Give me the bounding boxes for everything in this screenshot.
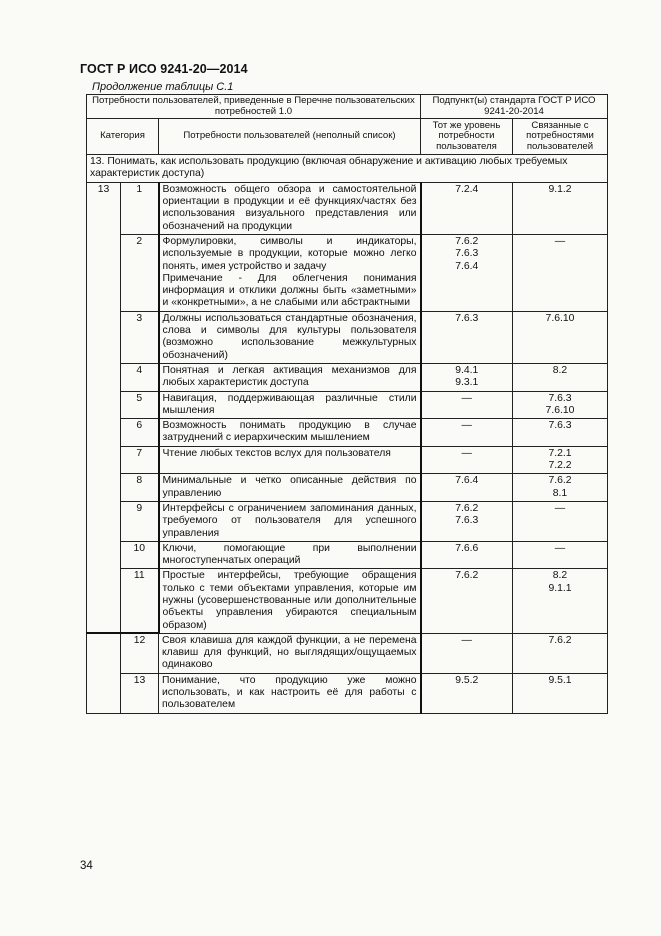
need-description: Интерфейсы с ограничением запоминания данных, требуемого от пользователя для успешного управления bbox=[162, 502, 417, 539]
row-category bbox=[87, 419, 121, 447]
clause-ref: 7.6.3 bbox=[455, 312, 479, 324]
table-row bbox=[87, 419, 608, 447]
row-related-clauses bbox=[513, 446, 608, 474]
need-description: Ключи, помогающие при выполнении многоступенчатых операций bbox=[162, 542, 417, 567]
row-need-text bbox=[159, 501, 421, 541]
row-category bbox=[87, 673, 121, 713]
header-right-group: Подпункт(ы) стандарта ГОСТ Р ИСО 9241-20-2014 bbox=[421, 95, 608, 119]
row-related-clauses bbox=[513, 182, 608, 234]
need-description: Формулировки, символы и индикаторы, используемые в продукции, которые можно легко понять, имея устройство и задачу bbox=[162, 235, 417, 272]
row-number: 3 bbox=[121, 311, 159, 363]
need-description: Возможность понимать продукцию в случае затруднений с иерархическим мышлением bbox=[162, 420, 417, 444]
clause-ref: 7.2.1 bbox=[548, 447, 572, 459]
row-number: 9 bbox=[121, 501, 159, 541]
clause-ref: — bbox=[554, 235, 566, 247]
row-same-level-clauses bbox=[421, 363, 513, 391]
clause-ref: 7.6.4 bbox=[455, 475, 479, 487]
row-same-level-clauses bbox=[421, 474, 513, 502]
row-related-clauses bbox=[513, 474, 608, 502]
row-category bbox=[87, 363, 121, 391]
need-description: Простые интерфейсы, требующие обращения только с теми объектами управления, которые им нужны (усовершенствованные или дополнительные объекты управления убираются специальным образом) bbox=[162, 570, 417, 631]
row-related-clauses bbox=[513, 234, 608, 311]
row-related-clauses bbox=[513, 633, 608, 673]
clause-ref: 9.5.2 bbox=[455, 674, 479, 686]
header-related: Связанные с потребностями пользователей bbox=[513, 119, 608, 155]
row-need-text bbox=[159, 541, 421, 569]
need-description: Навигация, поддерживающая различные стили мышления bbox=[162, 392, 417, 416]
row-need-text bbox=[159, 311, 421, 363]
clause-ref: 7.6.2 bbox=[455, 570, 479, 582]
clause-ref: 8.1 bbox=[552, 487, 568, 499]
clause-ref: 9.5.1 bbox=[548, 674, 572, 686]
table-row bbox=[87, 633, 608, 673]
row-number: 13 bbox=[121, 673, 159, 713]
row-need-text bbox=[159, 391, 421, 419]
clause-ref: 7.6.2 bbox=[548, 475, 572, 487]
row-number: 6 bbox=[121, 419, 159, 447]
row-category bbox=[87, 501, 121, 541]
row-number: 10 bbox=[121, 541, 159, 569]
table-caption: Продолжение таблицы С.1 bbox=[92, 81, 234, 93]
clause-ref: 7.2.2 bbox=[548, 460, 572, 472]
row-need-text bbox=[159, 234, 421, 311]
row-same-level-clauses bbox=[421, 673, 513, 713]
clause-ref: 7.6.10 bbox=[545, 312, 575, 324]
table-row bbox=[87, 182, 608, 234]
row-same-level-clauses bbox=[421, 633, 513, 673]
row-same-level-clauses bbox=[421, 446, 513, 474]
page-number: 34 bbox=[80, 860, 93, 872]
clause-ref: 7.6.2 bbox=[455, 502, 479, 514]
row-same-level-clauses bbox=[421, 501, 513, 541]
table-row bbox=[87, 501, 608, 541]
header-group-row bbox=[87, 95, 608, 119]
row-category bbox=[87, 569, 121, 633]
table-row bbox=[87, 541, 608, 569]
row-same-level-clauses bbox=[421, 234, 513, 311]
clause-ref: 8.2 bbox=[552, 570, 568, 582]
row-number: 7 bbox=[121, 446, 159, 474]
document-title: ГОСТ Р ИСО 9241-20—2014 bbox=[80, 62, 248, 76]
row-need-text bbox=[159, 446, 421, 474]
clause-ref: 9.1.2 bbox=[548, 183, 572, 195]
need-description: Понятная и легкая активация механизмов для любых характеристик доступа bbox=[162, 364, 417, 389]
row-number: 8 bbox=[121, 474, 159, 502]
clause-ref: 7.6.3 bbox=[548, 392, 572, 404]
need-description: Возможность общего обзора и самостоятельной ориентации в продукции и её функциях/частях без использования визуального представления или обозначений на продукции bbox=[162, 183, 417, 232]
clause-ref: 7.2.4 bbox=[455, 183, 479, 195]
row-need-text bbox=[159, 633, 421, 673]
table-row bbox=[87, 391, 608, 419]
row-category bbox=[87, 391, 121, 419]
clause-ref: — bbox=[461, 392, 472, 404]
row-number: 4 bbox=[121, 363, 159, 391]
table-row bbox=[87, 446, 608, 474]
table-row bbox=[87, 673, 608, 713]
row-need-text bbox=[159, 673, 421, 713]
row-category: 13 bbox=[87, 182, 121, 234]
table-row bbox=[87, 474, 608, 502]
clause-ref: 7.6.4 bbox=[455, 260, 479, 272]
row-same-level-clauses bbox=[421, 569, 513, 633]
table-row bbox=[87, 569, 608, 633]
header-column-row bbox=[87, 119, 608, 155]
row-same-level-clauses bbox=[421, 541, 513, 569]
need-description: Своя клавиша для каждой функции, а не перемена клавиш для функций, но выглядящих/ощущаемых одинаково bbox=[162, 634, 417, 671]
clause-ref: 7.6.2 bbox=[455, 235, 479, 247]
row-related-clauses bbox=[513, 673, 608, 713]
header-same-level: Тот же уровень потребности пользователя bbox=[421, 119, 513, 155]
row-need-text bbox=[159, 474, 421, 502]
clause-ref: 9.1.1 bbox=[548, 582, 572, 594]
table-row bbox=[87, 234, 608, 311]
row-related-clauses bbox=[513, 311, 608, 363]
row-same-level-clauses bbox=[421, 182, 513, 234]
header-needs: Потребности пользователей (неполный список) bbox=[159, 119, 421, 155]
row-category bbox=[87, 474, 121, 502]
row-need-text bbox=[159, 182, 421, 234]
row-category bbox=[87, 446, 121, 474]
row-related-clauses bbox=[513, 363, 608, 391]
row-need-text bbox=[159, 569, 421, 633]
row-number: 5 bbox=[121, 391, 159, 419]
clause-ref: 7.6.10 bbox=[545, 404, 575, 416]
clause-ref: 7.6.3 bbox=[455, 248, 479, 260]
clause-ref: — bbox=[554, 542, 566, 554]
row-same-level-clauses bbox=[421, 391, 513, 419]
header-left-group: Потребности пользователей, приведенные в Перечне пользовательских потребностей 1.0 bbox=[87, 95, 421, 119]
row-number: 11 bbox=[121, 569, 159, 633]
clause-ref: — bbox=[461, 420, 472, 432]
row-number: 2 bbox=[121, 234, 159, 311]
row-related-clauses bbox=[513, 419, 608, 447]
row-need-text bbox=[159, 419, 421, 447]
clause-ref: 7.6.6 bbox=[455, 542, 479, 554]
table-row bbox=[87, 311, 608, 363]
row-number: 12 bbox=[121, 633, 159, 673]
row-same-level-clauses bbox=[421, 311, 513, 363]
clause-ref: 7.6.3 bbox=[548, 420, 572, 432]
row-number: 1 bbox=[121, 182, 159, 234]
row-related-clauses bbox=[513, 569, 608, 633]
clause-ref: — bbox=[554, 502, 566, 514]
row-need-text bbox=[159, 363, 421, 391]
row-category bbox=[87, 311, 121, 363]
need-description: Чтение любых текстов вслух для пользователя bbox=[162, 447, 391, 459]
row-category bbox=[87, 541, 121, 569]
clause-ref: 9.3.1 bbox=[455, 377, 479, 389]
row-category bbox=[87, 234, 121, 311]
clause-ref: 7.6.3 bbox=[455, 515, 479, 527]
need-note: Примечание - Для облегчения понимания информация и отклики должны быть «заметными» и «конкретными», а не слабыми или абстрактными bbox=[162, 272, 417, 309]
section-title: 13. Понимать, как использовать продукцию (включая обнаружение и активацию любых требуемых характеристик доступа) bbox=[87, 155, 608, 183]
clause-ref: — bbox=[461, 634, 472, 646]
header-category: Категория bbox=[87, 119, 159, 155]
clause-ref: 8.2 bbox=[552, 364, 568, 376]
row-same-level-clauses bbox=[421, 419, 513, 447]
row-related-clauses bbox=[513, 391, 608, 419]
clause-ref: 7.6.2 bbox=[548, 634, 572, 646]
clause-ref: 9.4.1 bbox=[455, 364, 479, 376]
table-row bbox=[87, 363, 608, 391]
row-related-clauses bbox=[513, 501, 608, 541]
row-related-clauses bbox=[513, 541, 608, 569]
section-row bbox=[87, 155, 608, 183]
need-description: Должны использоваться стандартные обозначения, слова и символы для культуры пользователя (возможно использование межкультурных обозначений) bbox=[162, 312, 417, 361]
need-description: Понимание, что продукцию уже можно использовать, и как настроить её для работы с пользователем bbox=[162, 674, 417, 711]
clause-ref: — bbox=[461, 447, 472, 459]
row-category bbox=[87, 633, 121, 673]
requirements-table bbox=[86, 94, 608, 714]
need-description: Минимальные и четко описанные действия по управлению bbox=[162, 475, 417, 499]
